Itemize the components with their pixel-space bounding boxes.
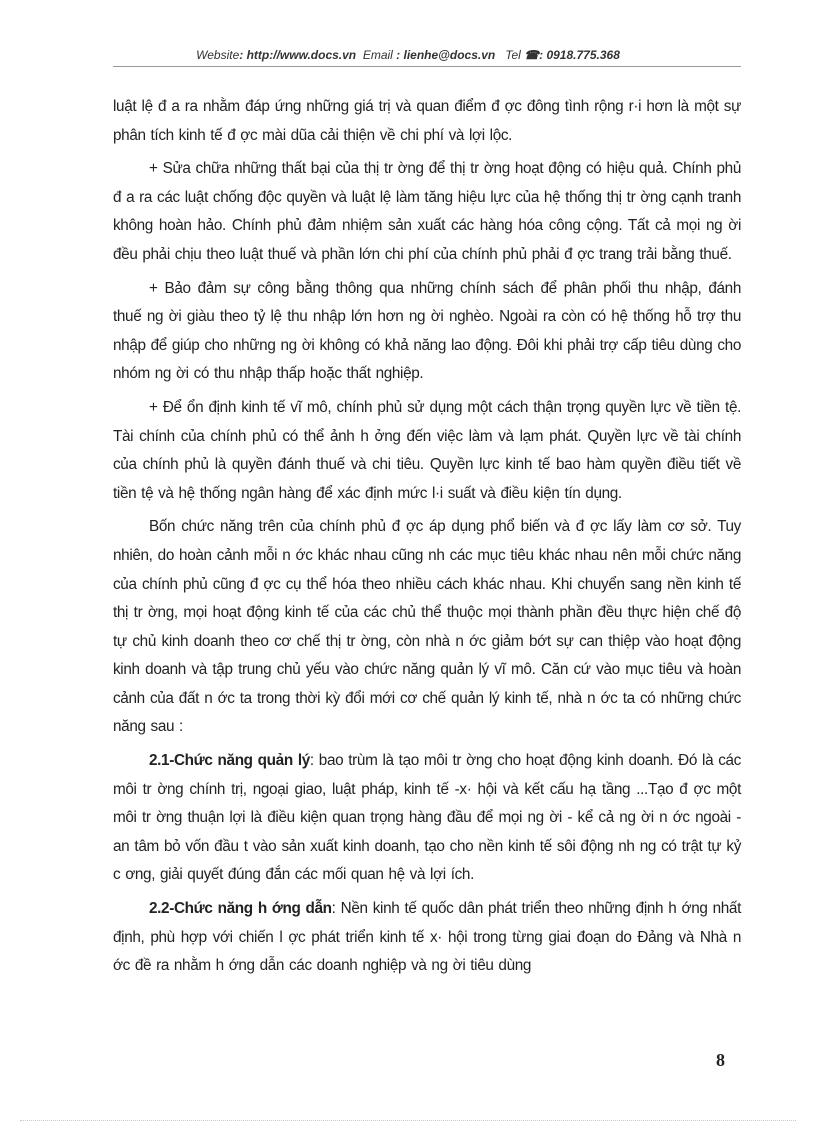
paragraph-6: [113, 747, 741, 890]
paragraph-7: [113, 895, 741, 981]
tel-label: Tel: [505, 48, 521, 62]
email-address: : lienhe@docs.vn: [396, 48, 496, 62]
paragraph-5: Bốn chức năng trên của chính phủ đ ợc áp dụng phổ biến và đ ợc lấy làm cơ sở. Tuy nhiên, do hoàn cảnh mỗi n ớc khác nhau cũng nh các mục tiêu khác nhau nên mỗi chức năng của chính phủ cũng đ ợc cụ thể hóa theo nhiều cách khác nhau. Khi chuyển sang nền kinh tế thị tr ờng, mọi hoạt động kinh tế của các chủ thể thuộc mọi thành phần đều thực hiện chế độ tự chủ kinh doanh theo cơ chế thị tr ờng, còn nhà n ớc giảm bớt sự can thiệp vào hoạt động kinh doanh và tập trung chủ yếu vào chức năng quản lý vĩ mô. Căn cứ vào mục tiêu và hoàn cảnh của đất n ớc ta trong thời kỳ đổi mới cơ chế quản lý kinh tế, nhà n ớc ta có những chức năng sau :: [113, 518, 741, 736]
header-divider: [113, 66, 741, 67]
paragraph-2: + Sửa chữa những thất bại của thị tr ờng để thị tr ờng hoạt động có hiệu quả. Chính phủ đ a ra các luật chống độc quyền và luật lệ làm tăng hiệu lực của hệ thống thị tr ờng cạnh tranh không hoàn hảo. Chính phủ đảm nhiệm sản xuất các hàng hóa công cộng. Tất cả mọi ng ời đều phải chịu theo luật thuế và phần lớn chi phí của chính phủ phải đ ợc trang trải bằng thuế.: [113, 160, 741, 263]
page-header: [0, 48, 816, 62]
paragraph-4: + Để ổn định kinh tế vĩ mô, chính phủ sử dụng một cách thận trọng quyền lực về tiền tệ. Tài chính của chính phủ có thể ảnh h ởng đến việc làm và lạm phát. Quyền lực về tài chính của chính phủ là quyền đánh thuế và chi tiêu. Quyền lực kinh tế bao hàm quyền điều tiết về tiền tệ và hệ thống ngân hàng để xác định mức l·i suất và điều kiện tín dụng.: [113, 398, 741, 502]
website-url: : http://www.docs.vn: [239, 48, 357, 62]
paragraph-3: + Bảo đảm sự công bằng thông qua những chính sách để phân phối thu nhập, đánh thuế ng ời giàu theo tỷ lệ thu nhập lớn hơn ng ời nghèo. Ngoài ra còn có hệ thống hỗ trợ thu nhập để giúp cho những ng ời không có khả năng lao động. Đôi khi phải trợ cấp tiêu dùng cho nhóm ng ời có thu nhập thấp hoặc thất nghiệp.: [113, 279, 741, 383]
footer-divider: [20, 1120, 796, 1121]
section-heading-2-2: 2.2-Chức năng h ớng dẫn: [149, 900, 332, 918]
website-label: Website: [196, 48, 240, 62]
section-body-2-2: : Nền kinh tế quốc dân phát triển theo những định h ớng nhất định, phù hợp với chiến l ợc phát triển kinh tế x· hội trong từng giai đoạn do Đảng và Nhà n ớc đề ra nhằm h ớng dẫn các doanh nghiệp và ng ời tiêu dùng: [113, 900, 741, 975]
document-body: [113, 93, 741, 986]
phone-number: : 0918.775.368: [539, 48, 620, 62]
page-number: 8: [716, 1050, 725, 1070]
section-body-2-1: : bao trùm là tạo môi tr ờng cho hoạt động kinh doanh. Đó là các môi tr ờng chính trị, ngoại giao, luật pháp, kinh tế -x· hội và kết cấu hạ tầng ...Tạo đ ợc một môi tr ờng thuận lợi là điều kiện quan trọng hàng đầu để mọi ng ời - kể cả ng ời n ớc ngoài - an tâm bỏ vốn đầu t vào sản xuất kinh doanh, tạo cho nền kinh tế sôi động nh ng có trật tự kỷ c ơng, giải quyết đúng đắn các mối quan hệ và lợi ích.: [113, 752, 741, 884]
email-label: Email: [362, 48, 393, 62]
paragraph-1: luật lệ đ a ra nhằm đáp ứng những giá trị và quan điểm đ ợc đông tình rộng r·i hơn là một sự phân tích kinh tế đ ợc mài dũa cải thiện về chi phí và lợi lộc.: [113, 98, 741, 144]
section-heading-2-1: 2.1-Chức năng quản lý: [149, 752, 310, 770]
phone-icon: ☎: [524, 48, 540, 62]
